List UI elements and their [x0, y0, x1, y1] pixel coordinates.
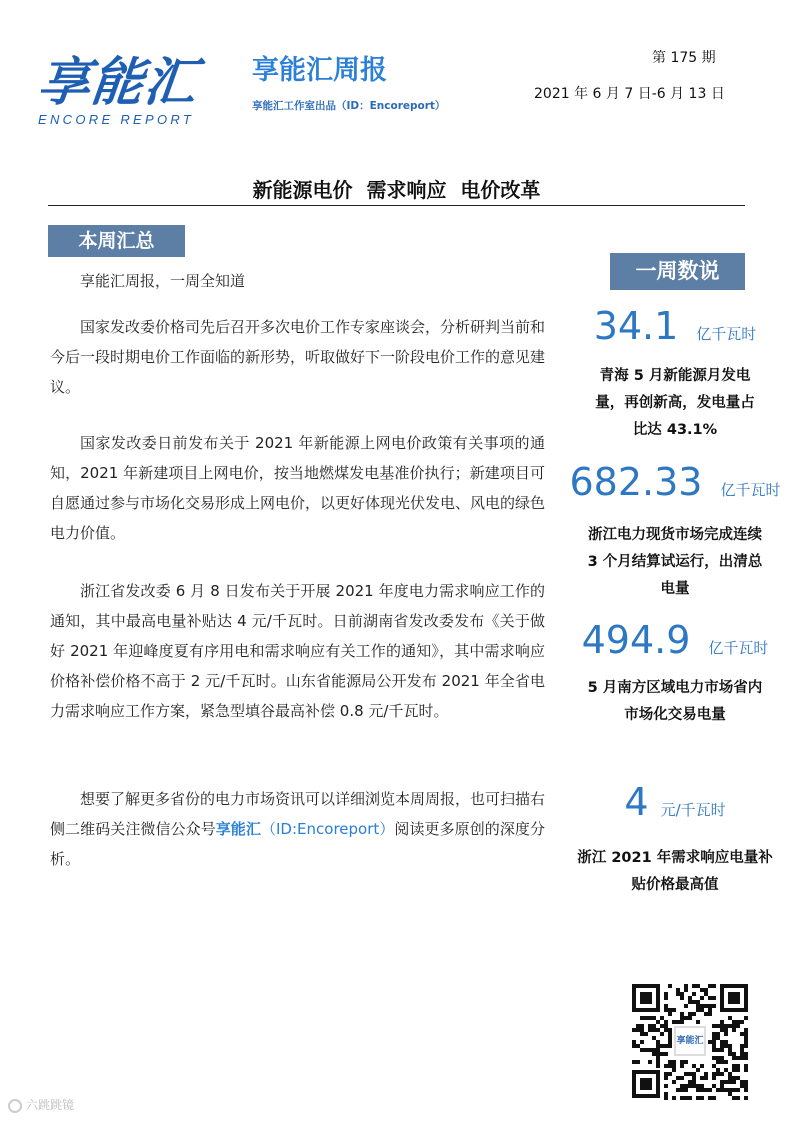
stat-desc-line: 贴价格最高值 [631, 877, 719, 893]
qr-module [720, 1028, 724, 1032]
qr-module [656, 1040, 660, 1044]
qr-module [676, 988, 680, 992]
qr-module [668, 1008, 672, 1012]
qr-module [656, 1052, 660, 1056]
qr-module [680, 1016, 684, 1020]
qr-module [700, 1084, 704, 1088]
qr-module [684, 1004, 688, 1008]
stat-value: 4 [624, 780, 649, 824]
qr-module [716, 1088, 720, 1092]
qr-module [732, 1096, 736, 1100]
qr-module [712, 1096, 716, 1100]
qr-module [744, 1032, 748, 1036]
qr-module [676, 1020, 680, 1024]
qr-module [680, 1012, 684, 1016]
qr-module [688, 996, 692, 1000]
qr-module [692, 1084, 696, 1088]
qr-module [708, 1004, 712, 1008]
stat-value: 494.9 [581, 618, 691, 662]
qr-module [664, 1004, 668, 1008]
qr-module [740, 1048, 744, 1052]
qr-module [732, 1080, 736, 1084]
qr-module [680, 1096, 684, 1100]
qr-module [680, 1064, 684, 1068]
qr-module [696, 1004, 700, 1008]
qr-module [672, 1060, 676, 1064]
qr-module [684, 988, 688, 992]
qr-module [672, 1080, 676, 1084]
qr-module [744, 1052, 748, 1056]
qr-module [672, 1064, 676, 1068]
watermark-text: 六跳跳镜 [26, 1098, 75, 1112]
summary-paragraph-1: 国家发改委价格司先后召开多次电价工作专家座谈会，分析研判当前和今后一段时期电价工作面临的新形势，听取做好下一阶段电价工作的意见建议。 [50, 318, 546, 396]
qr-module [632, 1060, 636, 1064]
qr-module [740, 1032, 744, 1036]
qr-module [728, 1016, 732, 1020]
qr-module [720, 1084, 724, 1088]
p4-text: 想要了解更多省份的电力市场资讯可以详细浏览本周周报，也可扫描右侧二维码关注微信公众号 [50, 790, 546, 838]
qr-module [676, 1076, 680, 1080]
watermark-icon [8, 1099, 22, 1113]
qr-module [676, 1088, 680, 1092]
qr-module [636, 1060, 640, 1064]
stat-value: 34.1 [593, 304, 679, 348]
qr-module [664, 1020, 668, 1024]
qr-module [696, 1088, 700, 1092]
qr-module [736, 1096, 740, 1100]
divider [48, 205, 745, 206]
qr-module [640, 1028, 644, 1032]
qr-module [724, 1028, 728, 1032]
qr-module [740, 1052, 744, 1056]
qr-module [744, 1056, 748, 1060]
stat-3-description [566, 675, 784, 729]
qr-module [716, 1056, 720, 1060]
qr-module [648, 1016, 652, 1020]
stat-4-description [566, 845, 784, 899]
qr-module [732, 1056, 736, 1060]
qr-module [712, 1044, 716, 1048]
qr-module [736, 1088, 740, 1092]
summary-intro: 享能汇周报，一周全知道 [80, 272, 246, 290]
qr-module [732, 1088, 736, 1092]
qr-module [728, 1092, 732, 1096]
qr-module [704, 988, 708, 992]
date-range: 2021 年 6 月 7 日-6 月 13 日 [534, 86, 725, 102]
qr-module [720, 1056, 724, 1060]
qr-module [720, 1072, 724, 1076]
qr-module [740, 1044, 744, 1048]
qr-module [736, 1064, 740, 1068]
qr-module [688, 1072, 692, 1076]
qr-module [712, 1004, 716, 1008]
qr-module [700, 1088, 704, 1092]
qr-module [708, 1040, 712, 1044]
stat-unit: 亿千瓦时 [696, 325, 757, 343]
qr-module [672, 1068, 676, 1072]
qr-module [664, 1072, 668, 1076]
stat-desc-line: 电量 [660, 581, 690, 597]
qr-module [736, 1024, 740, 1028]
qr-module [744, 1080, 748, 1084]
qr-module [704, 1012, 708, 1016]
qr-module [712, 1084, 716, 1088]
qr-module [648, 1048, 652, 1052]
qr-module [664, 1052, 668, 1056]
qr-module [708, 984, 712, 988]
qr-module [648, 1024, 652, 1028]
qr-module [712, 1024, 716, 1028]
qr-module [652, 1024, 656, 1028]
qr-module [740, 1084, 744, 1088]
qr-module [724, 1024, 728, 1028]
issue-number: 第 175 期 [652, 50, 716, 66]
qr-module [728, 1072, 732, 1076]
stats-badge: 一周数说 [610, 253, 745, 290]
qr-module [632, 1040, 636, 1044]
qr-module [684, 984, 688, 988]
qr-module [660, 1016, 664, 1020]
qr-module [744, 1036, 748, 1040]
qr-module [700, 996, 704, 1000]
qr-module [724, 1040, 728, 1044]
qr-module [680, 1020, 684, 1024]
qr-module [672, 1096, 676, 1100]
qr-module [736, 1068, 740, 1072]
qr-module [716, 1024, 720, 1028]
qr-module [692, 1064, 696, 1068]
qr-module [664, 1096, 668, 1100]
qr-module [668, 1032, 672, 1036]
qr-module [632, 1044, 636, 1048]
qr-module [744, 1040, 748, 1044]
summary-paragraph-2: 国家发改委日前发布关于 2021 年新能源上网电价政策有关事项的通知，2021 年新建项目上网电价，按当地燃煤发电基准价执行；新建项目可自愿通过参与市场化交易形成上网电价，以更好体现光伏发电、风电的绿色电力价值。 [50, 434, 546, 542]
qr-module [664, 1024, 668, 1028]
qr-module [716, 1048, 720, 1052]
qr-module [688, 1000, 692, 1004]
qr-module [636, 1024, 640, 1028]
qr-module [668, 1072, 672, 1076]
qr-code[interactable] [630, 982, 750, 1100]
qr-module [708, 1088, 712, 1092]
summary-paragraph-4 [50, 784, 545, 874]
qr-module [720, 1060, 724, 1064]
qr-module [664, 1064, 668, 1068]
qr-module [700, 1008, 704, 1012]
qr-module [704, 1088, 708, 1092]
qr-module [680, 992, 684, 996]
qr-module [644, 1048, 648, 1052]
qr-module [668, 1040, 672, 1044]
qr-module [696, 1068, 700, 1072]
qr-module [704, 992, 708, 996]
qr-module [720, 1080, 724, 1084]
qr-module [716, 1072, 720, 1076]
stat-desc-line: 浙江 2021 年需求响应电量补 [577, 850, 773, 866]
qr-module [720, 1040, 724, 1044]
qr-module [688, 1012, 692, 1016]
stat-desc-line: 5 月南方区域电力市场省内 [587, 680, 763, 696]
qr-module [728, 1052, 732, 1056]
qr-module [712, 1036, 716, 1040]
qr-module [656, 1064, 660, 1068]
qr-module [712, 1032, 716, 1036]
qr-module [720, 1088, 724, 1092]
qr-module [648, 1028, 652, 1032]
qr-module [640, 1024, 644, 1028]
qr-module [640, 1040, 644, 1044]
qr-module [652, 1052, 656, 1056]
qr-module [640, 1032, 644, 1036]
qr-module [728, 1080, 732, 1084]
qr-module [732, 1028, 736, 1032]
qr-module [712, 1064, 716, 1068]
qr-module [728, 1024, 732, 1028]
qr-module [696, 1020, 700, 1024]
qr-module [704, 1004, 708, 1008]
stat-unit: 亿千瓦时 [720, 481, 781, 499]
stat-unit: 元/千瓦时 [660, 801, 726, 819]
wechat-id: （ID:Encoreport） [260, 820, 395, 838]
qr-module [716, 1032, 720, 1036]
qr-module [740, 1020, 744, 1024]
qr-module [688, 1084, 692, 1088]
brand-tagline: 享能汇工作室出品（ID：Encoreport） [252, 100, 446, 112]
qr-module [660, 1052, 664, 1056]
stat-desc-line: 比达 43.1% [632, 422, 718, 438]
qr-module [732, 1064, 736, 1068]
qr-module [692, 984, 696, 988]
qr-module [744, 1028, 748, 1032]
qr-module [656, 1048, 660, 1052]
qr-module [656, 1028, 660, 1032]
stat-desc-line: 市场化交易电量 [624, 707, 726, 723]
qr-module [664, 1084, 668, 1088]
qr-module [668, 1044, 672, 1048]
qr-module [720, 1020, 724, 1024]
qr-module [640, 1016, 644, 1020]
qr-module [688, 1016, 692, 1020]
qr-module [692, 1080, 696, 1084]
qr-module [724, 1032, 728, 1036]
qr-module [656, 1060, 660, 1064]
qr-module [660, 1044, 664, 1048]
stat-unit: 亿千瓦时 [708, 639, 769, 657]
qr-module [648, 1060, 652, 1064]
qr-module [680, 1084, 684, 1088]
qr-module [716, 1036, 720, 1040]
qr-module [684, 1084, 688, 1088]
qr-module [700, 988, 704, 992]
logo-subtitle: ENCORE REPORT [38, 112, 195, 127]
qr-module [732, 1068, 736, 1072]
qr-module [744, 1096, 748, 1100]
qr-module [636, 1044, 640, 1048]
qr-module [720, 1048, 724, 1052]
qr-module [744, 1088, 748, 1092]
qr-module [652, 1036, 656, 1040]
qr-module [744, 1084, 748, 1088]
qr-module [672, 1020, 676, 1024]
qr-module [700, 1096, 704, 1100]
qr-module [660, 1024, 664, 1028]
qr-module [664, 996, 668, 1000]
qr-module [668, 1012, 672, 1016]
qr-module [636, 1028, 640, 1032]
qr-module [668, 1028, 672, 1032]
qr-module [664, 992, 668, 996]
watermark [8, 1096, 74, 1113]
qr-module [684, 1060, 688, 1064]
qr-module [672, 1008, 676, 1012]
qr-module [732, 1076, 736, 1080]
qr-module [680, 996, 684, 1000]
qr-module [704, 1076, 708, 1080]
qr-module [732, 1052, 736, 1056]
qr-module [728, 1048, 732, 1052]
qr-module [692, 1076, 696, 1080]
qr-module [736, 1056, 740, 1060]
qr-module [664, 1044, 668, 1048]
qr-module [744, 1068, 748, 1072]
qr-module [692, 1012, 696, 1016]
qr-module [712, 996, 716, 1000]
qr-module [732, 1020, 736, 1024]
qr-module [688, 1096, 692, 1100]
qr-module [696, 984, 700, 988]
qr-module [684, 1072, 688, 1076]
qr-module [724, 1088, 728, 1092]
qr-center-logo: 享能汇 [674, 1026, 706, 1056]
qr-module [728, 1076, 732, 1080]
qr-module [712, 1048, 716, 1052]
qr-module [664, 1008, 668, 1012]
logo: 享能汇 [34, 53, 201, 113]
qr-module [724, 1044, 728, 1048]
qr-module [656, 1056, 660, 1060]
qr-module [724, 1068, 728, 1072]
qr-module [708, 1008, 712, 1012]
qr-module [700, 1064, 704, 1068]
stat-3 [560, 618, 790, 662]
brand-title: 享能汇周报 [252, 55, 387, 86]
qr-module [656, 1020, 660, 1024]
qr-module [684, 1096, 688, 1100]
qr-module [720, 1024, 724, 1028]
qr-module [668, 1036, 672, 1040]
stat-1-description [566, 363, 784, 444]
qr-module [696, 1084, 700, 1088]
qr-module [652, 1048, 656, 1052]
stat-value: 682.33 [569, 460, 703, 504]
qr-module [660, 1032, 664, 1036]
qr-module [668, 984, 672, 988]
qr-module [712, 1076, 716, 1080]
headline: 新能源电价 需求响应 电价改革 [252, 178, 541, 202]
qr-module [716, 1068, 720, 1072]
qr-module [728, 1088, 732, 1092]
qr-module [708, 1012, 712, 1016]
stat-4 [560, 780, 790, 824]
qr-module [684, 1088, 688, 1092]
stat-desc-line: 量，再创新高，发电量占 [595, 395, 755, 411]
qr-module [696, 1096, 700, 1100]
qr-module [708, 996, 712, 1000]
qr-module [704, 1072, 708, 1076]
qr-module [728, 1044, 732, 1048]
qr-module [720, 1044, 724, 1048]
qr-module [744, 1064, 748, 1068]
qr-module [644, 1016, 648, 1020]
qr-module [652, 1016, 656, 1020]
qr-module [676, 992, 680, 996]
stat-2 [560, 460, 790, 504]
stat-1 [560, 304, 790, 348]
qr-module [644, 1032, 648, 1036]
qr-module [692, 992, 696, 996]
qr-module [632, 1028, 636, 1032]
qr-module [700, 1076, 704, 1080]
qr-module [736, 1076, 740, 1080]
stat-2-description [566, 522, 784, 603]
stat-desc-line: 浙江电力现货市场完成连续 [588, 527, 762, 543]
qr-module [736, 1020, 740, 1024]
qr-module [696, 1000, 700, 1004]
qr-module [656, 1044, 660, 1048]
qr-module [740, 1056, 744, 1060]
qr-module [668, 1060, 672, 1064]
qr-module [700, 1004, 704, 1008]
qr-module [708, 1096, 712, 1100]
qr-module [688, 1080, 692, 1084]
qr-module [744, 1044, 748, 1048]
qr-module [668, 1064, 672, 1068]
qr-module [740, 1080, 744, 1084]
qr-module [744, 1016, 748, 1020]
qr-module [680, 1060, 684, 1064]
qr-module [732, 1024, 736, 1028]
stat-desc-line: 青海 5 月新能源月发电 [599, 368, 751, 384]
qr-module [640, 1048, 644, 1052]
qr-module [692, 1072, 696, 1076]
qr-module [680, 1088, 684, 1092]
qr-module [724, 1060, 728, 1064]
qr-module [664, 1076, 668, 1080]
wechat-account-link[interactable]: 享能汇 [215, 820, 261, 838]
qr-module [664, 1028, 668, 1032]
p4-text-end: 阅读更多原创的深度分析。 [50, 820, 545, 868]
qr-module [684, 1016, 688, 1020]
qr-module [652, 1028, 656, 1032]
stat-desc-line: 3 个月结算试运行，出清总 [587, 554, 763, 570]
qr-module [712, 984, 716, 988]
qr-module [712, 1072, 716, 1076]
qr-module [664, 1092, 668, 1096]
qr-module [696, 1008, 700, 1012]
qr-module [712, 1056, 716, 1060]
summary-paragraph-3: 浙江省发改委 6 月 8 日发布关于开展 2021 年度电力需求响应工作的通知，其中最高电量补贴达 4 元/千瓦时。日前湖南省发改委发布《关于做好 2021 年迎峰度夏有序用电和需求响应有关工作的通知》，其中需求响应价格补偿价格不高于 2 元/千瓦时。山东省能源局公开发布 2021 年全省电力需求响应工作方案，紧急型填谷最高补偿 0.8 元/千瓦时。 [50, 582, 545, 720]
qr-module [716, 1060, 720, 1064]
summary-badge: 本周汇总 [48, 225, 185, 257]
qr-module [680, 1076, 684, 1080]
qr-module [724, 1080, 728, 1084]
qr-module [692, 1000, 696, 1004]
qr-module [712, 1040, 716, 1044]
